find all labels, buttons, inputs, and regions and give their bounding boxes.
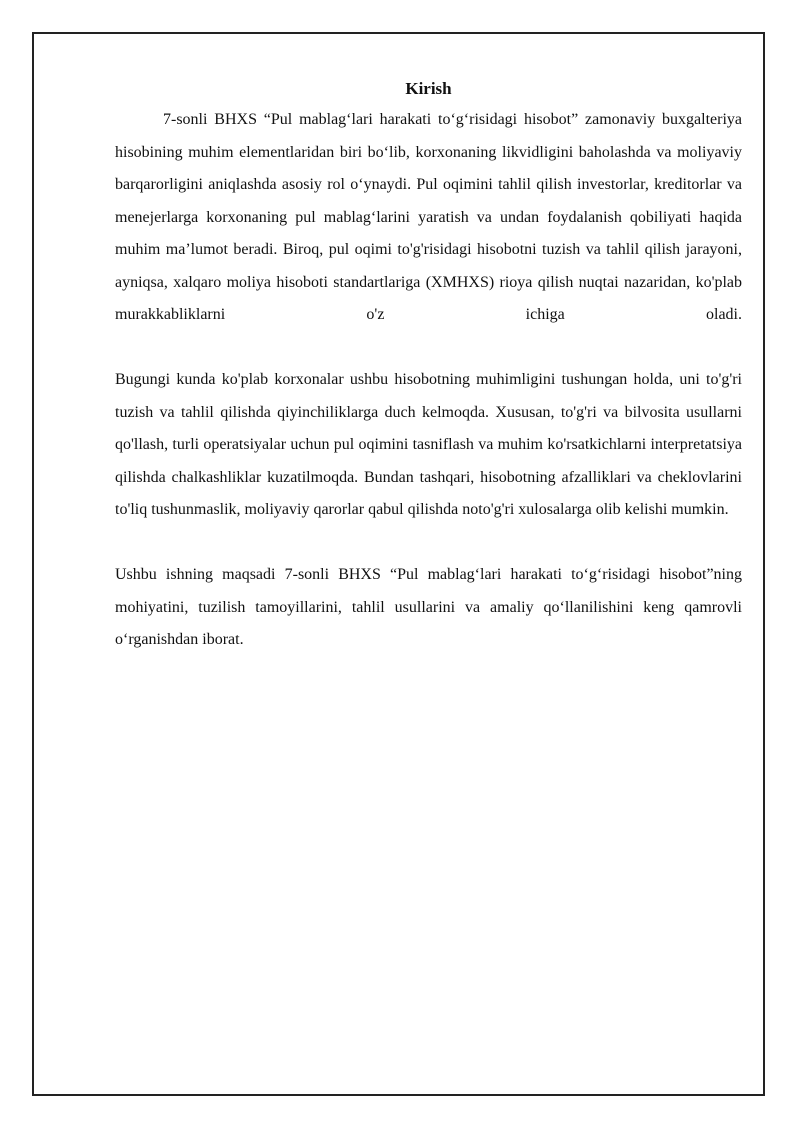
document-body bbox=[115, 74, 742, 657]
paragraph-problems: Bugungi kunda ko'plab korxonalar ushbu hisobotning muhimligini tushungan holda, uni to'g'ri tuzish va tahlil qilishda qiyinchiliklarga duch kelmoqda. Xususan, to'g'ri va bilvosita usullarni qo'llash, turli operatsiyalar uchun pul oqimini tasniflash va muhim ko'rsatkichlarni interpretatsiya qilishda chalkashliklar kuzatilmoqda. Bundan tashqari, hisobotning afzalliklari va cheklovlarini to'liq tushunmaslik, moliyaviy qarorlar qabul qilishda noto'g'ri xulosalarga olib kelishi mumkin. bbox=[115, 371, 742, 518]
document-title: Kirish bbox=[405, 79, 452, 98]
paragraph-aim: Ushbu ishning maqsadi 7-sonli BHXS “Pul mablag‘lari harakati to‘g‘risidagi hisobot”ning mohiyatini, tuzilish tamoyillarini, tahlil usullarini va amaliy qo‘llanilishini keng qamrovli o‘rganishdan iborat. bbox=[115, 566, 742, 648]
paragraph-intro: 7-sonli BHXS “Pul mablag‘lari harakati to‘g‘risidagi hisobot” zamonaviy buxgalteriya hisobining muhim elementlaridan biri bo‘lib, korxonaning likvidligini baholashda va moliyaviy barqarorligini aniqlashda asosiy rol o‘ynaydi. Pul oqimini tahlil qilish investorlar, kreditorlar va menejerlarga korxonaning pul mablag‘larini yaratish va undan foydalanish qobiliyati haqida muhim ma’lumot beradi. Biroq, pul oqimi to'g'risidagi hisobotni tuzish va tahlil qilish jarayoni, ayniqsa, xalqaro moliya hisoboti standartlariga (XMHXS) rioya qilish nuqtai nazaridan, ko'plab murakkabliklarni o'z ichiga oladi. bbox=[115, 111, 742, 323]
